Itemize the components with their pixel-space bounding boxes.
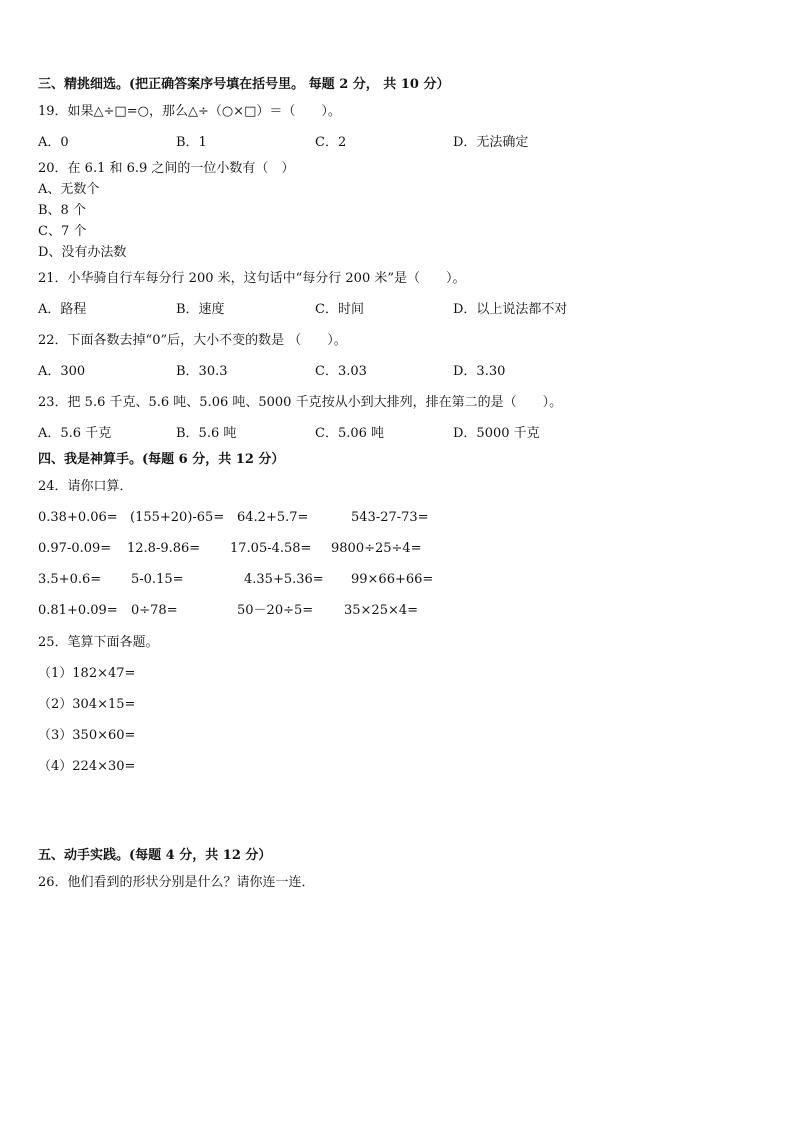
option-c: C．5.06 吨 xyxy=(315,426,385,441)
option-d: D．以上说法都不对 xyxy=(453,302,568,317)
question-22-options xyxy=(38,363,758,381)
option-d: D．3.30 xyxy=(453,364,506,379)
question-23-options xyxy=(38,425,758,443)
math-item: 0.38+0.06= xyxy=(38,510,118,525)
option-a: A．300 xyxy=(38,364,86,379)
math-item: 17.05-4.58= xyxy=(230,541,312,556)
option-c: C．时间 xyxy=(315,302,364,317)
question-19: 19．如果△÷□=○，那么△÷（○×□）＝（ ）。 xyxy=(38,104,341,119)
written-calc-item-2: （2）304×15= xyxy=(38,697,136,712)
option-b: B、8 个 xyxy=(38,203,86,218)
option-b: B．30.3 xyxy=(176,364,228,379)
option-a: A．路程 xyxy=(38,302,87,317)
written-calc-item-3: （3）350×60= xyxy=(38,728,136,743)
question-23: 23．把 5.6 千克、5.6 吨、5.06 吨、5000 千克按从小到大排列，排在第二的是（ ）。 xyxy=(38,395,563,410)
option-c: C、7 个 xyxy=(38,224,87,239)
option-b: B．1 xyxy=(176,135,207,150)
math-item: 12.8-9.86= xyxy=(127,541,201,556)
question-24: 24．请你口算． xyxy=(38,479,133,494)
section-5-heading: 五、动手实践。(每题 4 分，共 12 分） xyxy=(38,848,272,863)
option-c: C．3.03 xyxy=(315,364,367,379)
option-a: A．5.6 千克 xyxy=(38,426,112,441)
math-item: 99×66+66= xyxy=(351,572,434,587)
option-b: B．5.6 吨 xyxy=(176,426,237,441)
math-item: 0.97-0.09= xyxy=(38,541,112,556)
question-19-options xyxy=(38,134,758,152)
math-item: (155+20)-65= xyxy=(130,510,225,525)
option-d: D、没有办法数 xyxy=(38,245,127,260)
option-c: C．2 xyxy=(315,135,347,150)
math-item: 9800÷25÷4= xyxy=(331,541,422,556)
math-item: 50－20÷5= xyxy=(237,603,314,618)
section-3-heading: 三、精挑细选。(把正确答案序号填在括号里。 每题 2 分， 共 10 分） xyxy=(38,77,450,92)
written-calc-item-1: （1）182×47= xyxy=(38,666,136,681)
question-26: 26．他们看到的形状分别是什么？请你连一连． xyxy=(38,875,315,890)
math-item: 4.35+5.36= xyxy=(244,572,324,587)
written-calc-item-4: （4）224×30= xyxy=(38,759,136,774)
math-item: 35×25×4= xyxy=(344,603,419,618)
option-a: A、无数个 xyxy=(38,182,100,197)
math-item: 0.81+0.09= xyxy=(38,603,118,618)
question-21-options xyxy=(38,301,758,319)
option-a: A．0 xyxy=(38,135,69,150)
question-25: 25．笔算下面各题。 xyxy=(38,635,159,650)
question-20: 20．在 6.1 和 6.9 之间的一位小数有（ ） xyxy=(38,161,295,176)
section-4-heading: 四、我是神算手。(每题 6 分，共 12 分） xyxy=(38,452,285,467)
math-item: 0÷78= xyxy=(131,603,178,618)
question-21: 21．小华骑自行车每分行 200 米，这句话中“每分行 200 米”是（ ）。 xyxy=(38,271,466,286)
math-item: 543-27-73= xyxy=(351,510,429,525)
math-item: 3.5+0.6= xyxy=(38,572,102,587)
math-item: 5-0.15= xyxy=(131,572,184,587)
math-item: 64.2+5.7= xyxy=(237,510,309,525)
option-b: B．速度 xyxy=(176,302,225,317)
option-d: D．5000 千克 xyxy=(453,426,540,441)
question-22: 22．下面各数去掉“0”后，大小不变的数是 （ ）。 xyxy=(38,333,347,348)
option-d: D．无法确定 xyxy=(453,135,529,150)
